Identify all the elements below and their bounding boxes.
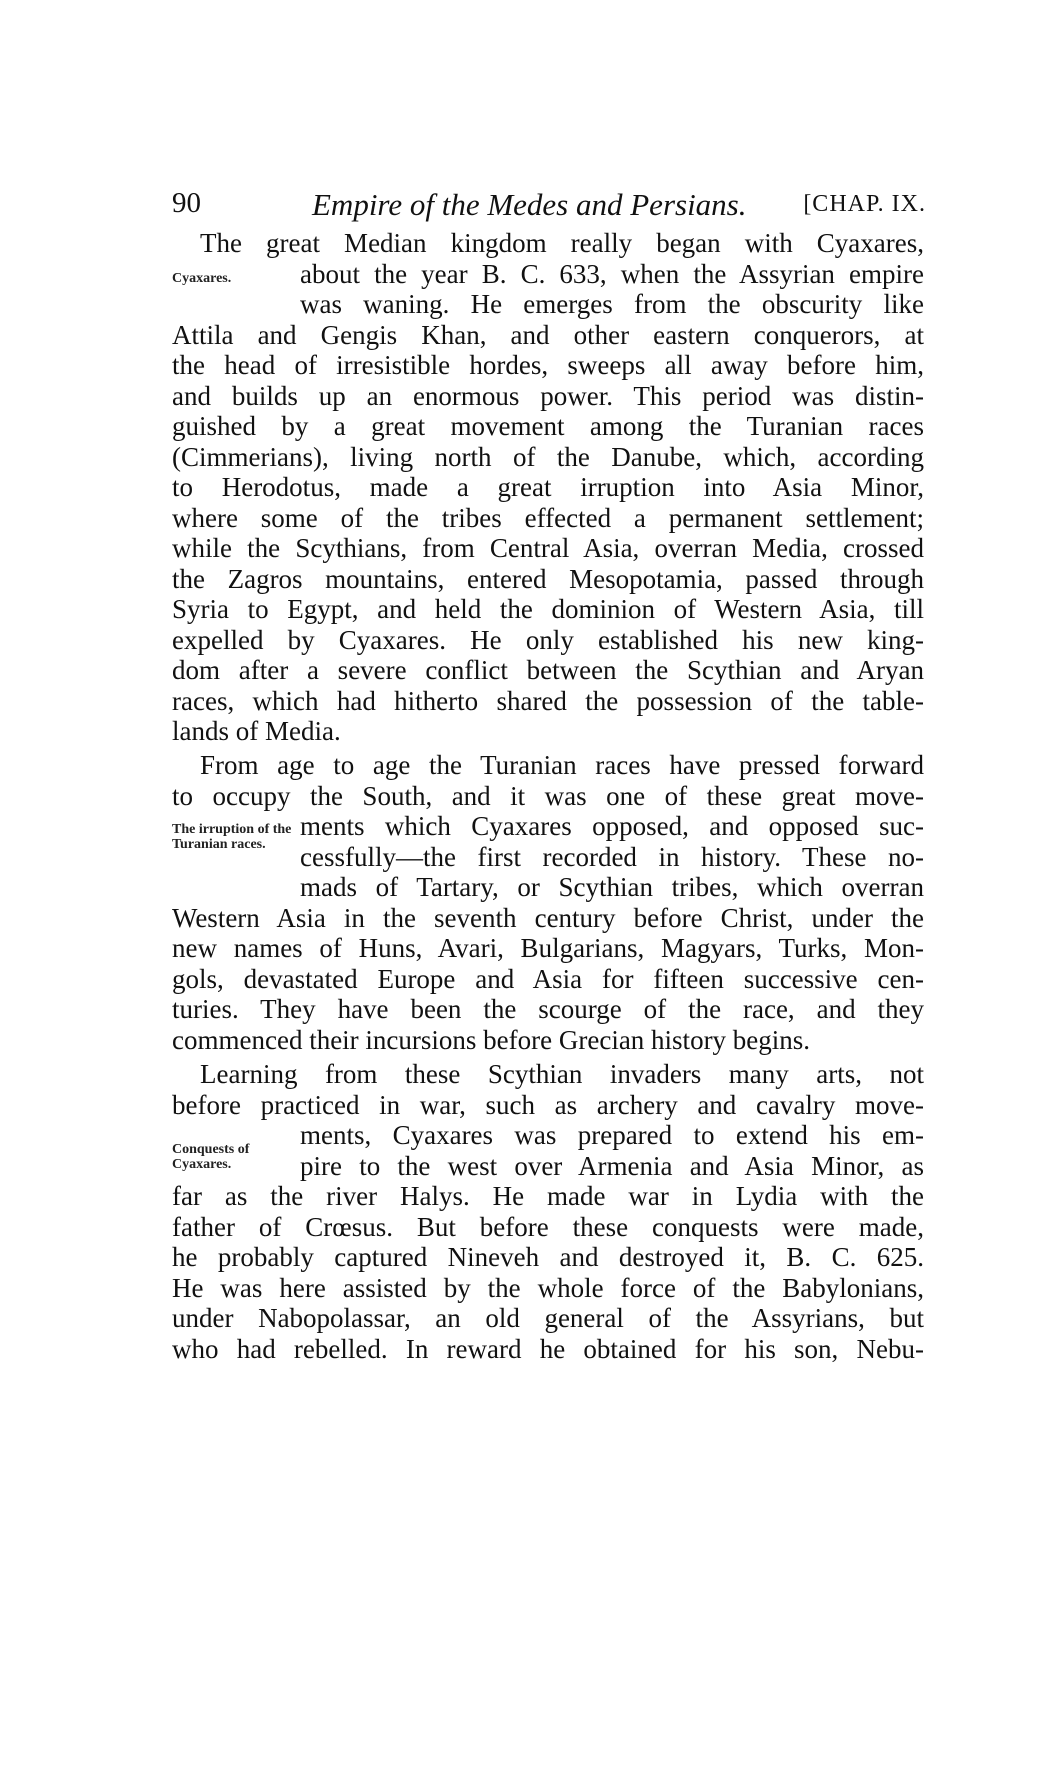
- text-line: mads of Tartary, or Scythian tribes, which overran: [300, 872, 924, 902]
- text-line: under Nabopolassar, an old general of the Assyrians, but: [172, 1303, 924, 1333]
- text-line: Syria to Egypt, and held the dominion of Western Asia, till: [172, 594, 924, 624]
- text-line: pire to the west over Armenia and Asia Minor, as: [300, 1151, 924, 1181]
- text-line: the Zagros mountains, entered Mesopotamia, passed through: [172, 564, 924, 594]
- text-line: (Cimmerians), living north of the Danube, which, according: [172, 442, 924, 472]
- text-line: ments, Cyaxares was prepared to extend his em-: [300, 1120, 924, 1150]
- text-line: gols, devastated Europe and Asia for fifteen successive cen-: [172, 964, 924, 994]
- text-line: father of Crœsus. But before these conquests were made,: [172, 1212, 924, 1242]
- text-line: He was here assisted by the whole force of the Babylonians,: [172, 1273, 924, 1303]
- text-line: Attila and Gengis Khan, and other eastern conquerors, at: [172, 320, 924, 350]
- text-line: who had rebelled. In reward he obtained for his son, Nebu-: [172, 1334, 924, 1364]
- chapter-label: [CHAP. IX.: [803, 191, 926, 217]
- text-line: guished by a great movement among the Turanian races: [172, 411, 924, 441]
- text-line: lands of Media.: [172, 716, 341, 746]
- text-line: commenced their incursions before Grecian history begins.: [172, 1025, 811, 1055]
- text-line: before practiced in war, such as archery and cavalry move-: [172, 1090, 924, 1120]
- text-line: to occupy the South, and it was one of these great move-: [172, 781, 924, 811]
- text-line: expelled by Cyaxares. He only established his new king-: [172, 625, 924, 655]
- text-line: turies. They have been the scourge of the race, and they: [172, 994, 924, 1024]
- text-line: new names of Huns, Avari, Bulgarians, Magyars, Turks, Mon-: [172, 933, 924, 963]
- text-line: Learning from these Scythian invaders many arts, not: [200, 1059, 924, 1089]
- text-line: about the year B. C. 633, when the Assyrian empire: [300, 259, 924, 289]
- text-line: far as the river Halys. He made war in Lydia with the: [172, 1181, 924, 1211]
- sidenote-conquests: Conquests of Cyaxares.: [172, 1142, 250, 1172]
- sidenote-turanian-irruption: The irruption of the Turanian races.: [172, 822, 292, 852]
- text-line: while the Scythians, from Central Asia, overran Media, crossed: [172, 533, 924, 563]
- text-line: he probably captured Nineveh and destroyed it, B. C. 625.: [172, 1242, 924, 1272]
- text-line: cessfully—the first recorded in history. These no-: [300, 842, 924, 872]
- text-line: dom after a severe conflict between the Scythian and Aryan: [172, 655, 924, 685]
- text-line: Western Asia in the seventh century before Christ, under the: [172, 903, 924, 933]
- text-line: races, which had hitherto shared the possession of the table-: [172, 686, 924, 716]
- running-title: Empire of the Medes and Persians.: [312, 187, 747, 222]
- text-line: was waning. He emerges from the obscurity like: [300, 289, 924, 319]
- text-line: the head of irresistible hordes, sweeps all away before him,: [172, 350, 924, 380]
- sidenote-cyaxares: Cyaxares.: [172, 271, 232, 286]
- page-number: 90: [172, 187, 201, 219]
- text-line: From age to age the Turanian races have pressed forward: [200, 750, 924, 780]
- text-line: ments which Cyaxares opposed, and opposed suc-: [300, 811, 924, 841]
- text-line: to Herodotus, made a great irruption into Asia Minor,: [172, 472, 924, 502]
- text-line: and builds up an enormous power. This period was distin-: [172, 381, 924, 411]
- text-line: The great Median kingdom really began with Cyaxares,: [200, 228, 924, 258]
- text-line: where some of the tribes effected a permanent settlement;: [172, 503, 924, 533]
- running-header: [172, 187, 932, 223]
